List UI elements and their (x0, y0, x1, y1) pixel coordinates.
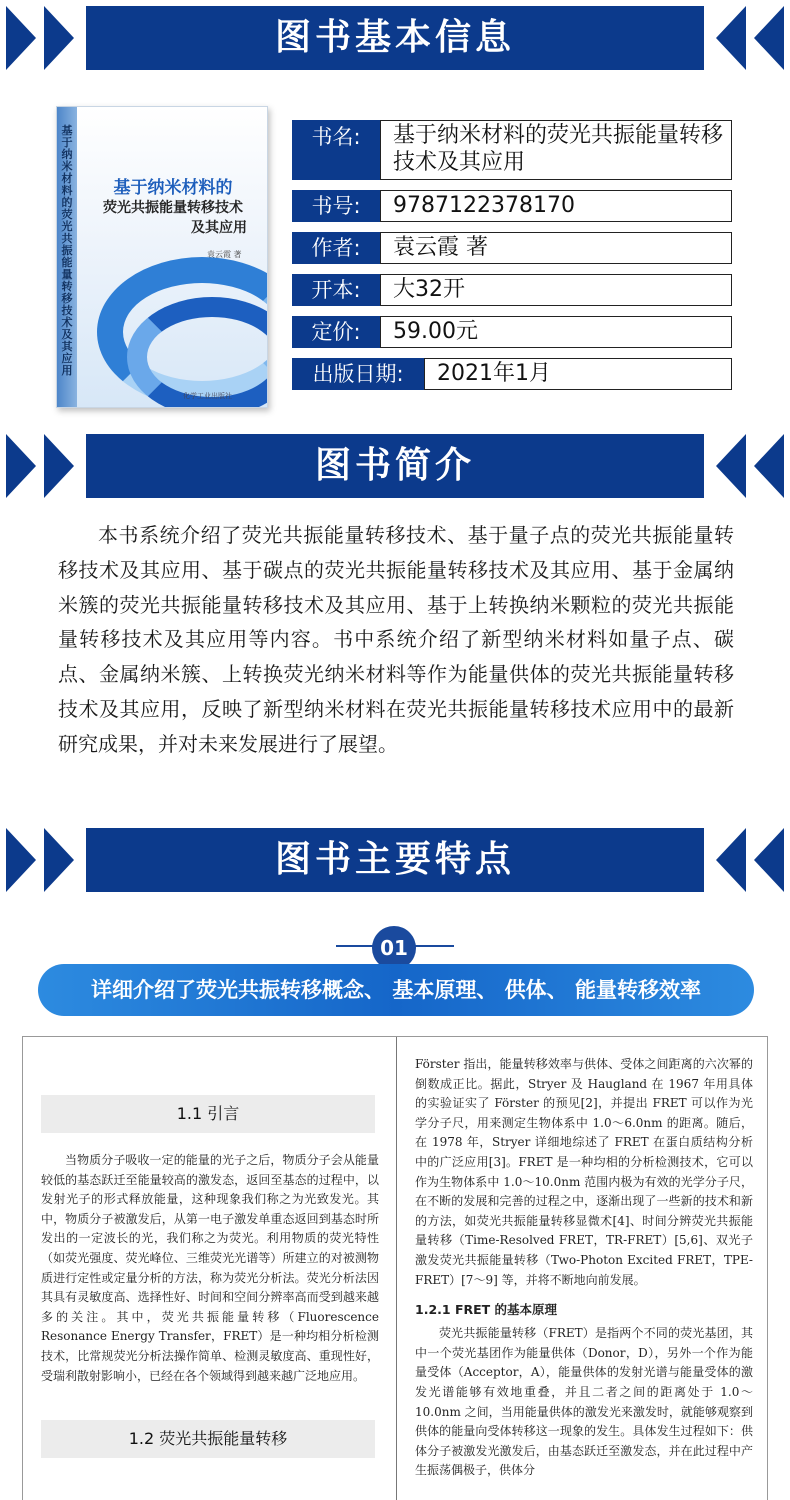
chevron-left-icon (754, 434, 784, 498)
cover-title-line3: 及其应用 (191, 220, 247, 236)
info-value: 2021年1月 (424, 358, 732, 390)
chevron-right-icon (6, 434, 36, 498)
info-value: 大32开 (380, 274, 732, 306)
sample-column-divider (396, 1037, 397, 1500)
sample-heading: 1.1 引言 (41, 1095, 375, 1133)
sample-paragraph: 当物质分子吸收一定的能量的光子之后，物质分子会从能量较低的基态跃迁至能量较高的激发态，返回至基态的过程中，以发射光子的形式释放能量，这种现象我们称之为光致发光。其中，物质分子被激发后，从第一电子激发单重态返回到基态时所发出的一定波长的光，我们称之为荧光。利用物质的荧光特性（如荧光强度、荧光峰位、三维荧光光谱等）所建立的对被测物质进行定性或定量分析的方法，称为荧光分析法。荧光分析法因其具有灵敏度高、选择性好、时间和空间分辨率高而受到越来越多的关注。其中，荧光共振能量转移（Fluorescence Resonance Energy Transfer，FRET）是一种均相分析检测技术，比常规荧光分析法操作简单、检测灵敏度高、重现性好，受瑞利散射影响小，已经在各个领域得到越来越广泛地应用。 (41, 1153, 379, 1383)
chevron-right-icon (44, 6, 74, 70)
section-banner-features (0, 824, 790, 896)
cover-title-line2: 荧光共振能量转移技术 (103, 200, 243, 216)
chevron-right-icon (44, 434, 74, 498)
chevron-left-icon (716, 828, 746, 892)
section-title: 图书简介 (86, 434, 704, 498)
section-title: 图书主要特点 (86, 828, 704, 892)
chevron-right-icon (6, 6, 36, 70)
info-value: 基于纳米材料的荧光共振能量转移技术及其应用 (380, 120, 732, 180)
info-label: 定价: (292, 316, 380, 348)
section-title: 图书基本信息 (86, 6, 704, 70)
feature-title-pill: 详细介绍了荧光共振转移概念、 基本原理、 供体、 能量转移效率 (38, 964, 754, 1016)
cover-vertical-title: 基于纳米材料的荧光共振能量转移技术及其应用 (61, 124, 73, 377)
cover-publisher: 化学工业出版社 (183, 392, 232, 400)
cover-title-line1: 基于纳米材料的 (113, 178, 233, 198)
info-label: 书号: (292, 190, 380, 222)
section-banner-intro (0, 430, 790, 502)
book-cover-image (56, 106, 268, 408)
sample-right-column (415, 1055, 753, 1481)
chevron-left-icon (716, 6, 746, 70)
sample-subheading: 1.2.1 FRET 的基本原理 (415, 1302, 558, 1318)
section-banner-basic-info (0, 2, 790, 74)
info-label: 作者: (292, 232, 380, 264)
sample-paragraph: Förster 指出，能量转移效率与供体、受体之间距离的六次幂的倒数成正比。据此，Stryer 及 Haugland 在 1967 年用具体的实验证实了 Förster 的预见[2]，并提出 FRET 可以作为光学分子尺，用来测定生物体系中 1.0～6.0nm 的距离。随后，在 1978 年，Stryer 详细地综述了 FRET 在蛋白质结构分析中的广泛应用[3]。FRET 是一种均相的分析检测技术，它可以作为生物体系中 1.0～10.0nm 范围内极为有效的光学分子尺，在不断的发展和完善的过程之中，逐渐出现了一些新的技术和新的方法，如荧光共振能量转移显微术[4]、时间分辨荧光共振能量转移（Time-Resolved FRET，TR-FRET）[5,6]、双光子激发荧光共振能量转移（Two-Photon Excited FRET，TPE-FRET）[7～9] 等，并将不断地向前发展。 (415, 1057, 753, 1287)
cover-author: 袁云霞 著 (207, 250, 242, 259)
intro-paragraph: 本书系统介绍了荧光共振能量转移技术、基于量子点的荧光共振能量转移技术及其应用、基于碳点的荧光共振能量转移技术及其应用、基于金属纳米簇的荧光共振能量转移技术及其应用、基于上转换纳米颗粒的荧光共振能量转移技术及其应用等内容。书中系统介绍了新型纳米材料如量子点、碳点、金属纳米簇、上转换荧光纳米材料等作为能量供体的荧光共振能量转移技术及其应用，反映了新型纳米材料在荧光共振能量转移技术应用中的最新研究成果，并对未来发展进行了展望。 (58, 523, 734, 756)
info-value: 9787122378170 (380, 190, 732, 222)
sample-paragraph: 荧光共振能量转移（FRET）是指两个不同的荧光基团，其中一个荧光基团作为能量供体（Donor，D），另外一个作为能量受体（Acceptor，A），能量供体的发射光谱与能量受体的激发光谱能够有效地重叠，并且二者之间的距离处于 1.0～10.0nm 之间，当用能量供体的激发光来激发时，就能够观察到供体的能量向受体转移这一现象的发生。具体发生过程如下：供体分子被激发光激发后，由基态跃迁至激发态，并在此过程中产生振荡偶极子，供体分 (415, 1326, 753, 1478)
sample-left-column (41, 1037, 379, 1458)
info-label: 书名: (292, 120, 380, 180)
info-value: 59.00元 (380, 316, 732, 348)
info-label: 开本: (292, 274, 380, 306)
chevron-left-icon (716, 434, 746, 498)
sample-page-image (22, 1036, 768, 1500)
info-value: 袁云霞 著 (380, 232, 732, 264)
chevron-right-icon (44, 828, 74, 892)
chevron-left-icon (754, 6, 784, 70)
feature-number-badge: 01 (372, 926, 416, 970)
info-label: 出版日期: (292, 358, 424, 390)
sample-heading: 1.2 荧光共振能量转移 (41, 1420, 375, 1458)
chevron-left-icon (754, 828, 784, 892)
chevron-right-icon (6, 828, 36, 892)
